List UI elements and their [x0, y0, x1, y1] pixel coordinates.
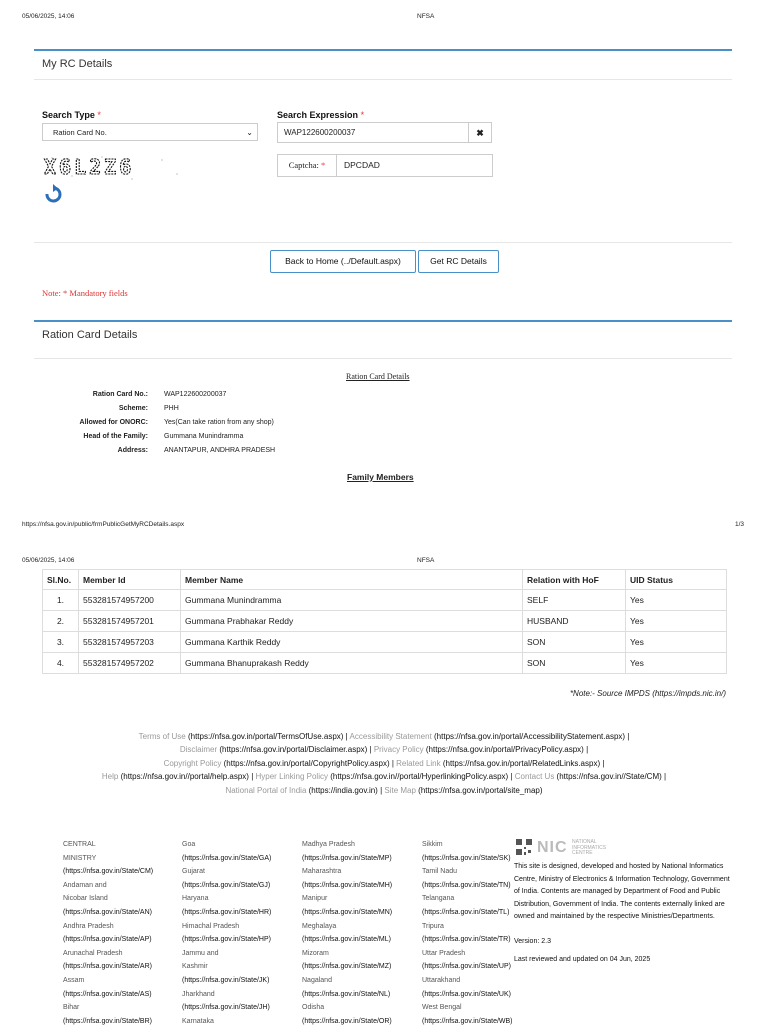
table-row [43, 611, 727, 632]
state-name: Jharkhand [182, 990, 215, 998]
search-type-label: Search Type * [42, 110, 101, 120]
state-link[interactable]: (https://nfsa.gov.in/State/MH) [302, 881, 393, 889]
print-page: 1/3 [735, 521, 745, 528]
footer-link[interactable]: Terms of Use (https://nfsa.gov.in/portal/TermsOfUse.aspx) [138, 732, 344, 741]
state-name: Tamil Nadu [422, 868, 458, 876]
footer-link-row [0, 732, 768, 741]
table-row [43, 590, 727, 611]
state-name: Uttarakhand [422, 976, 461, 984]
state-name: MINISTRY [63, 854, 97, 862]
detail-label: Ration Card No.: [92, 391, 148, 398]
nic-about: This site is designed, developed and hosted by National Informatics Centre, Ministry of Electronics & Information Technology, Government of India. Contents are managed by Department of Food and Public Distribution, Government of India. The contents externally linked are owned and maintained by the respective Ministries/Departments. [514, 863, 730, 920]
separator: | [343, 732, 350, 741]
print-title: NFSA [417, 557, 435, 564]
state-name: Mizoram [302, 949, 329, 957]
footer-link[interactable]: Copyright Policy (https://nfsa.gov.in/portal/CopyrightPolicy.aspx) [163, 759, 390, 768]
footer-link[interactable]: Accessibility Statement (https://nfsa.gov.in/portal/AccessibilityStatement.aspx) [349, 732, 626, 741]
version-text: Version: 2.3 [514, 938, 551, 945]
table-cell: Gummana Munindramma [181, 590, 523, 611]
state-name: Karnataka [182, 1017, 214, 1025]
print-datetime: 05/06/2025, 14:06 [22, 557, 75, 564]
state-link[interactable]: (https://nfsa.gov.in/State/AS) [63, 990, 152, 998]
mandatory-note: Note: * Mandatory fields [42, 288, 128, 298]
state-name: Nagaland [302, 976, 332, 984]
state-link[interactable]: (https://nfsa.gov.in/State/TN) [422, 881, 511, 889]
detail-value: PHH [164, 405, 179, 412]
qr-code-icon [515, 838, 533, 856]
column-header: UID Status [626, 570, 727, 590]
divider [34, 358, 732, 359]
separator: | [661, 772, 667, 781]
table-header-row [43, 570, 727, 590]
state-column [422, 838, 513, 1028]
state-name: Uttar Pradesh [422, 949, 466, 957]
divider [34, 79, 732, 80]
state-name: Assam [63, 976, 85, 984]
state-link[interactable]: (https://nfsa.gov.in/State/MN) [302, 908, 393, 916]
detail-value: ANANTAPUR, ANDHRA PRADESH [164, 447, 276, 454]
state-name: Haryana [182, 895, 209, 903]
table-cell: SELF [523, 590, 626, 611]
nic-logo-caption: NATIONAL INFORMATICS CENTRE [572, 839, 607, 856]
state-link[interactable]: (https://nfsa.gov.in/State/ML) [302, 936, 391, 944]
chevron-down-icon: ⌄ [246, 128, 253, 137]
state-name: Maharashtra [302, 868, 342, 876]
state-link[interactable]: (https://nfsa.gov.in/State/NL) [302, 990, 391, 998]
separator: | [508, 772, 515, 781]
separator: | [377, 786, 385, 795]
footer-link[interactable]: National Portal of India (https://india.gov.in) [225, 786, 378, 795]
state-link[interactable]: (https://nfsa.gov.in/State/HP) [182, 936, 271, 944]
state-link[interactable]: (https://nfsa.gov.in/State/UK) [422, 990, 511, 998]
details-subtitle: Ration Card Details [346, 372, 410, 381]
table-cell: 553281574957202 [79, 653, 181, 674]
state-name: Andhra Pradesh [63, 922, 114, 930]
state-column [182, 838, 271, 1028]
detail-label: Scheme: [118, 405, 148, 412]
table-cell: Gummana Prabhakar Reddy [181, 611, 523, 632]
separator: | [583, 745, 589, 754]
table-cell: 3. [43, 632, 79, 653]
table-cell: 553281574957203 [79, 632, 181, 653]
state-name: Sikkim [422, 841, 443, 848]
table-cell: HUSBAND [523, 611, 626, 632]
table-cell: Yes [626, 653, 727, 674]
table-cell: Gummana Karthik Reddy [181, 632, 523, 653]
state-name: CENTRAL [63, 841, 96, 848]
column-header: Sl.No. [43, 570, 79, 590]
captcha-label: Captcha: * [278, 155, 337, 176]
panel-rule [34, 49, 732, 51]
detail-label: Allowed for ONORC: [79, 419, 148, 426]
search-type-select[interactable]: Ration Card No. ⌄ [42, 123, 258, 141]
table-cell: SON [523, 653, 626, 674]
separator: | [625, 732, 630, 741]
detail-label: Address: [117, 447, 148, 454]
separator: | [600, 759, 605, 768]
table-cell: SON [523, 632, 626, 653]
captcha-text: X6L2Z6 [44, 155, 135, 179]
clear-icon[interactable]: ✖ [468, 122, 492, 143]
captcha-field [277, 154, 493, 177]
footer-link[interactable]: Help (https://nfsa.gov.in//portal/help.aspx) [101, 772, 249, 781]
print-url: https://nfsa.gov.in/public/frmPublicGetMyRCDetails.aspx [22, 521, 185, 528]
detail-value: WAP122600200037 [164, 391, 227, 398]
detail-value: Yes(Can take ration from any shop) [164, 419, 274, 426]
state-link[interactable]: (https://nfsa.gov.in/State/BR) [63, 1017, 152, 1025]
footer-link-row [0, 759, 768, 768]
table-cell: 553281574957201 [79, 611, 181, 632]
state-name: Madhya Pradesh [302, 841, 355, 848]
table-row [43, 653, 727, 674]
state-name: Nicobar Island [63, 895, 108, 903]
state-link[interactable]: (https://nfsa.gov.in/State/GJ) [182, 881, 271, 889]
search-expression-label: Search Expression * [277, 110, 365, 120]
search-expression-input[interactable]: WAP122600200037 [277, 122, 469, 143]
table-cell: 1. [43, 590, 79, 611]
table-cell: Gummana Bhanuprakash Reddy [181, 653, 523, 674]
state-name: Tripura [422, 922, 444, 930]
footer-link[interactable]: Site Map (https://nfsa.gov.in/portal/site_map) [384, 786, 543, 795]
print-datetime: 05/06/2025, 14:06 [22, 13, 75, 20]
table-cell: 553281574957200 [79, 590, 181, 611]
state-name: Jammu and [182, 949, 219, 957]
state-link[interactable]: (https://nfsa.gov.in/State/TL) [422, 908, 510, 916]
detail-value: Gummana Munindramma [164, 433, 244, 440]
nic-logo: NIC [537, 839, 568, 856]
footer-link[interactable]: Privacy Policy (https://nfsa.gov.in/portal/PrivacyPolicy.aspx) [373, 745, 584, 754]
state-column [302, 838, 392, 1028]
family-members-table [42, 569, 727, 674]
state-link[interactable]: (https://nfsa.gov.in/State/HR) [182, 908, 272, 916]
detail-label: Head of the Family: [83, 433, 148, 440]
state-name: Bihar [63, 1004, 80, 1012]
state-link[interactable]: (https://nfsa.gov.in/State/SK) [422, 854, 511, 862]
back-to-home-button[interactable]: Back to Home (../Default.aspx) [270, 250, 416, 273]
last-updated-text: Last reviewed and updated on 04 Jun, 2025 [514, 956, 651, 963]
source-note: *Note:- Source IMPDS (https://impds.nic.in/) [569, 689, 726, 698]
page-title: My RC Details [42, 58, 113, 70]
state-link[interactable]: (https://nfsa.gov.in/State/WB) [422, 1017, 513, 1025]
refresh-icon[interactable] [43, 184, 63, 204]
separator: | [389, 759, 397, 768]
table-cell: Yes [626, 611, 727, 632]
family-members-heading: Family Members [347, 472, 414, 482]
state-link[interactable]: (https://nfsa.gov.in/State/AP) [63, 936, 152, 944]
state-name: Goa [182, 841, 196, 848]
column-header: Member Name [181, 570, 523, 590]
state-column [63, 838, 153, 1028]
state-name: Arunachal Pradesh [63, 949, 123, 957]
separator: | [248, 772, 256, 781]
print-title: NFSA [417, 13, 435, 20]
footer-link[interactable]: Hyper Linking Policy (https://nfsa.gov.in//portal/HyperlinkingPolicy.aspx) [255, 772, 509, 781]
table-cell: 4. [43, 653, 79, 674]
state-link[interactable]: (https://nfsa.gov.in/State/UP) [422, 963, 511, 971]
footer-link[interactable]: Related Link (https://nfsa.gov.in/portal/RelatedLinks.aspx) [396, 759, 601, 768]
state-link[interactable]: (https://nfsa.gov.in/State/AN) [63, 908, 152, 916]
section-title: Ration Card Details [42, 329, 138, 341]
footer-link[interactable]: Contact Us (https://nfsa.gov.in//State/CM) [514, 772, 662, 781]
captcha-image [42, 152, 182, 184]
footer-link-row [0, 786, 768, 795]
state-link[interactable]: (https://nfsa.gov.in/State/GA) [182, 854, 272, 862]
footer-link[interactable]: Disclaimer (https://nfsa.gov.in/portal/Disclaimer.aspx) [179, 745, 368, 754]
column-header: Relation with HoF [523, 570, 626, 590]
captcha-input[interactable]: DPCDAD [344, 160, 380, 170]
state-name: Odisha [302, 1004, 325, 1012]
get-rc-details-button[interactable]: Get RC Details [418, 250, 499, 273]
table-cell: 2. [43, 611, 79, 632]
state-name: Gujarat [182, 868, 205, 876]
state-name: Manipur [302, 895, 328, 903]
table-cell: Yes [626, 632, 727, 653]
state-link[interactable]: (https://nfsa.gov.in/State/JH) [182, 1004, 270, 1012]
state-link[interactable]: (https://nfsa.gov.in/State/AR) [63, 963, 152, 971]
state-name: Kashmir [182, 963, 208, 971]
state-name: Meghalaya [302, 922, 337, 930]
state-name: Andaman and [63, 881, 107, 889]
table-row [43, 632, 727, 653]
state-name: West Bengal [422, 1004, 462, 1012]
state-name: Himachal Pradesh [182, 922, 240, 930]
divider [34, 242, 732, 243]
state-link[interactable]: (https://nfsa.gov.in/State/JK) [182, 976, 270, 984]
state-name: Telangana [422, 895, 455, 903]
table-cell: Yes [626, 590, 727, 611]
state-link[interactable]: (https://nfsa.gov.in/State/TR) [422, 936, 511, 944]
separator: | [367, 745, 374, 754]
state-link[interactable]: (https://nfsa.gov.in/State/MZ) [302, 963, 392, 971]
footer-link-row [0, 772, 768, 781]
state-link[interactable]: (https://nfsa.gov.in/State/MP) [302, 854, 392, 862]
column-header: Member Id [79, 570, 181, 590]
footer-link-row [0, 745, 768, 754]
panel-rule [34, 320, 732, 322]
state-link[interactable]: (https://nfsa.gov.in/State/OR) [302, 1017, 392, 1025]
state-link[interactable]: (https://nfsa.gov.in/State/CM) [63, 868, 154, 876]
